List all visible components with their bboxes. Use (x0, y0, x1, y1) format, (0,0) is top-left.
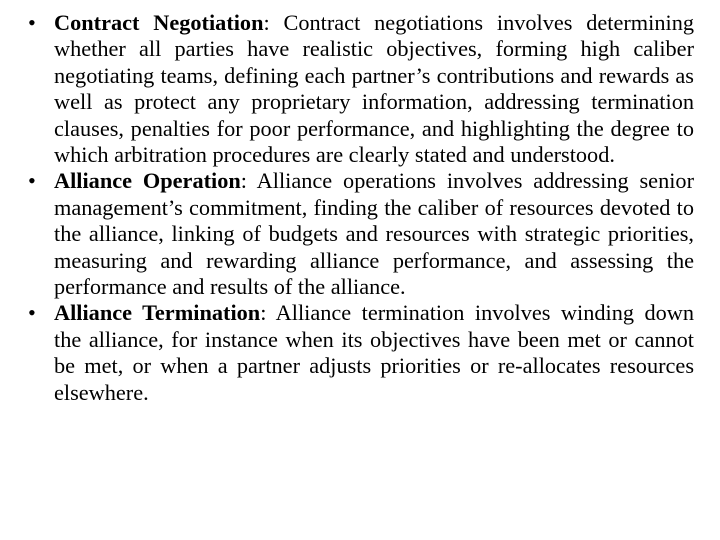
bullet-icon: • (28, 10, 36, 35)
bullet-alliance-operation (28, 168, 694, 300)
bullet-term: Alliance Operation (54, 168, 241, 194)
bullet-list (28, 10, 694, 406)
bullet-icon: • (28, 300, 36, 326)
bullet-icon: • (28, 168, 36, 194)
bullet-text: Alliance termination involves winding down the alliance, for instance when its objectives have been met or cannot be met, or when a partner adjusts priorities or re-allocates resources elsewhere. (54, 300, 694, 405)
bullet-alliance-termination (28, 300, 694, 406)
bullet-text: Contract negotiations involves determining whether all parties have realistic objectives, forming high caliber negotiating teams, defining each partner’s contributions and rewards as well as protect any proprietary information, addressing termination clauses, penalties for poor performance, and highlighting the degree to which arbitration procedures are clearly stated and understood. (54, 10, 694, 168)
bullet-separator: : (260, 300, 276, 326)
bullet-separator: : (240, 168, 257, 194)
bullet-term: Contract Negotiation (54, 10, 264, 35)
bullet-text: Alliance operations involves addressing senior management’s commitment, finding the caliber of resources devoted to the alliance, linking of budgets and resources with strategic priorities, measuring and rewarding alliance performance, and assessing the performance and results of the alliance. (54, 168, 694, 300)
bullet-separator: : (263, 10, 284, 35)
bullet-term: Alliance Termination (54, 300, 261, 326)
bullet-contract-negotiation (28, 10, 694, 168)
